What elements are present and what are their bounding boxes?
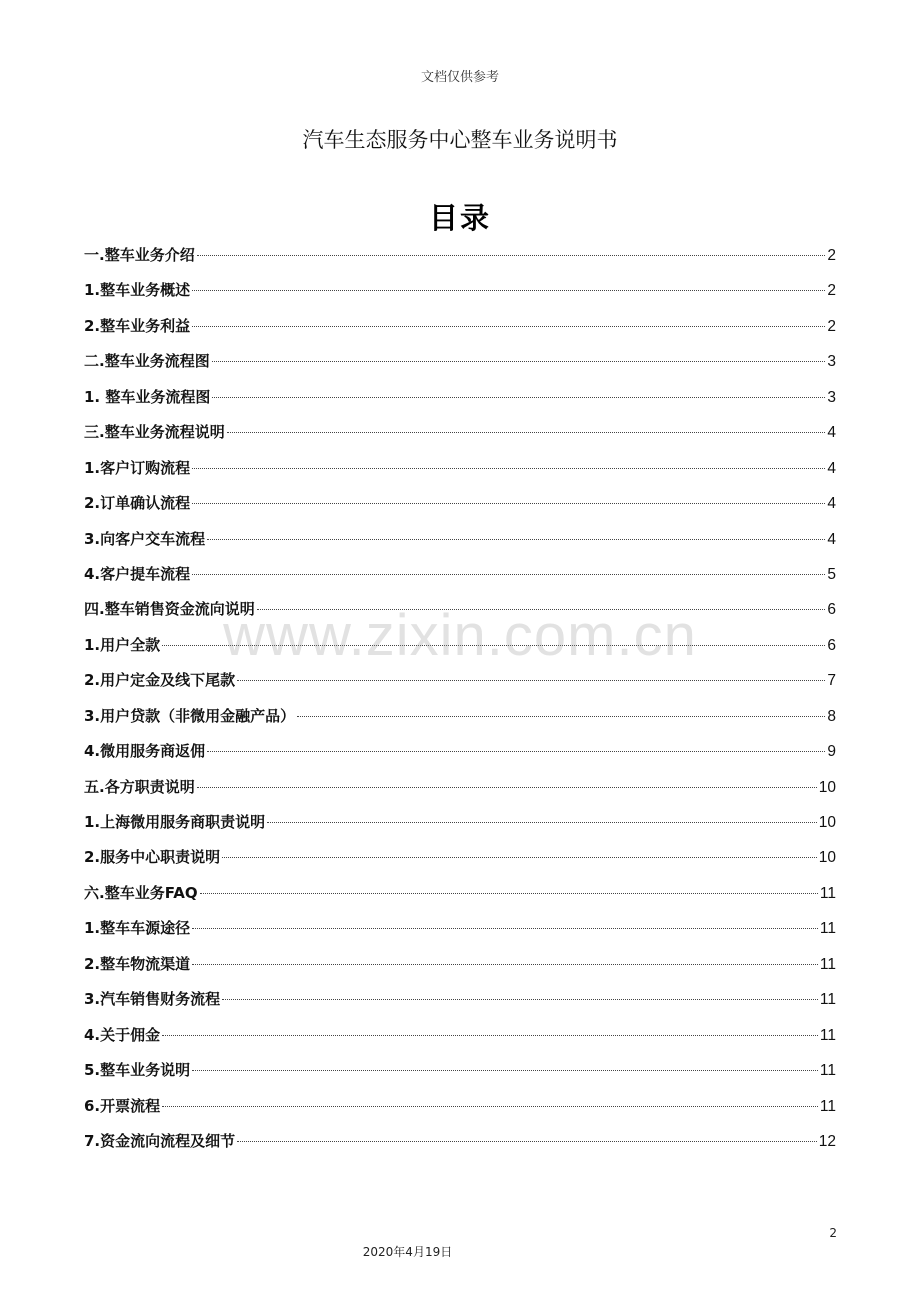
toc-entry-label: 2.服务中心职责说明: [84, 848, 221, 867]
toc-dot-leader: [192, 326, 825, 327]
table-of-contents: [84, 238, 836, 1159]
toc-entry[interactable]: [84, 805, 836, 840]
toc-entry-page: 5: [827, 565, 836, 583]
toc-entry[interactable]: [84, 1053, 836, 1088]
toc-entry-label: 3.汽车销售财务流程: [84, 990, 221, 1009]
toc-entry[interactable]: [84, 699, 836, 734]
toc-entry-page: 11: [819, 1062, 836, 1080]
toc-entry-page: 11: [819, 955, 836, 973]
toc-entry[interactable]: [84, 663, 836, 698]
toc-dot-leader: [297, 716, 825, 717]
toc-entry-page: 2: [827, 317, 836, 335]
toc-entry-page: 4: [827, 459, 836, 477]
toc-entry[interactable]: [84, 1089, 836, 1124]
toc-heading: 目录: [428, 201, 491, 235]
toc-entry-label: 五.各方职责说明: [84, 777, 195, 796]
toc-entry-label: 三.整车业务流程说明: [84, 423, 225, 442]
toc-entry-label: 2.整车物流渠道: [84, 954, 191, 973]
toc-dot-leader: [197, 787, 817, 788]
toc-dot-leader: [192, 964, 818, 965]
toc-entry[interactable]: [84, 380, 836, 415]
toc-entry[interactable]: [84, 486, 836, 521]
toc-entry-page: 8: [827, 707, 836, 725]
toc-entry-label: 4.关于佣金: [84, 1025, 161, 1044]
toc-entry-label: 1. 整车业务流程图: [84, 387, 211, 406]
toc-entry-label: 4.客户提车流程: [84, 564, 191, 583]
toc-entry[interactable]: [84, 238, 836, 273]
toc-dot-leader: [237, 1141, 817, 1142]
footer-date: 2020年4月19日: [362, 1245, 453, 1259]
toc-entry-page: 3: [827, 388, 836, 406]
toc-dot-leader: [162, 1035, 818, 1036]
toc-entry[interactable]: [84, 734, 836, 769]
toc-entry[interactable]: [84, 522, 836, 557]
toc-entry-page: 6: [827, 636, 836, 654]
toc-dot-leader: [237, 680, 825, 681]
toc-entry[interactable]: [84, 415, 836, 450]
toc-entry[interactable]: [84, 557, 836, 592]
toc-entry[interactable]: [84, 876, 836, 911]
toc-entry-label: 2.用户定金及线下尾款: [84, 671, 236, 690]
toc-entry-label: 2.订单确认流程: [84, 494, 191, 513]
toc-dot-leader: [192, 928, 818, 929]
toc-entry-page: 11: [819, 884, 836, 902]
toc-entry-page: 12: [818, 1132, 836, 1150]
toc-entry-label: 六.整车业务FAQ: [84, 883, 198, 902]
toc-entry-label: 二.整车业务流程图: [84, 352, 210, 371]
toc-entry-page: 2: [827, 282, 836, 300]
toc-entry[interactable]: [84, 1124, 836, 1159]
toc-entry-page: 7: [827, 672, 836, 690]
toc-entry[interactable]: [84, 1018, 836, 1053]
toc-dot-leader: [207, 539, 825, 540]
toc-entry-page: 10: [818, 849, 836, 867]
toc-entry[interactable]: [84, 982, 836, 1017]
toc-entry-label: 1.客户订购流程: [84, 458, 191, 477]
toc-entry[interactable]: [84, 628, 836, 663]
toc-entry[interactable]: [84, 273, 836, 308]
toc-entry-page: 4: [827, 495, 836, 513]
toc-entry[interactable]: [84, 344, 836, 379]
toc-entry-label: 7.资金流向流程及细节: [84, 1131, 236, 1150]
toc-dot-leader: [207, 751, 825, 752]
toc-entry-label: 1.整车车源途径: [84, 919, 191, 938]
toc-entry-label: 5.整车业务说明: [84, 1061, 191, 1080]
toc-entry[interactable]: [84, 309, 836, 344]
toc-entry-label: 一.整车业务介绍: [84, 246, 195, 264]
toc-entry[interactable]: [84, 947, 836, 982]
toc-dot-leader: [212, 397, 825, 398]
toc-entry-page: 10: [818, 814, 836, 831]
toc-entry-page: 11: [819, 1026, 836, 1044]
toc-dot-leader: [192, 1070, 818, 1071]
toc-dot-leader: [222, 999, 818, 1000]
toc-entry-label: 3.向客户交车流程: [84, 529, 206, 548]
toc-entry-label: 4.微用服务商返佣: [84, 742, 206, 761]
toc-entry-page: 11: [819, 1097, 836, 1115]
toc-entry-label: 3.用户贷款（非微用金融产品）: [84, 706, 296, 725]
document-title: 汽车生态服务中心整车业务说明书: [302, 128, 618, 152]
toc-entry-page: 11: [819, 920, 836, 938]
toc-entry-page: 9: [827, 743, 836, 761]
toc-entry-label: 6.开票流程: [84, 1096, 161, 1115]
toc-entry-page: 11: [819, 991, 836, 1009]
toc-entry[interactable]: [84, 911, 836, 946]
toc-dot-leader: [227, 432, 826, 433]
toc-dot-leader: [212, 361, 826, 362]
toc-dot-leader: [192, 574, 825, 575]
toc-entry-page: 4: [827, 530, 836, 548]
toc-entry-label: 1.整车业务概述: [84, 281, 191, 300]
toc-entry-label: 1.上海微用服务商职责说明: [84, 813, 266, 831]
toc-entry[interactable]: [84, 451, 836, 486]
toc-dot-leader: [257, 609, 826, 610]
toc-dot-leader: [192, 503, 825, 504]
watermark: www.zixin.com.cn: [223, 603, 697, 668]
header-note: 文档仅供参考: [420, 70, 499, 85]
toc-entry[interactable]: [84, 840, 836, 875]
toc-entry-label: 2.整车业务利益: [84, 316, 191, 335]
toc-entry-page: 3: [827, 353, 836, 371]
page-number: 2: [829, 1226, 837, 1240]
toc-dot-leader: [197, 255, 826, 256]
toc-dot-leader: [200, 893, 818, 894]
toc-dot-leader: [222, 857, 817, 858]
toc-entry-label: 四.整车销售资金流向说明: [84, 600, 255, 619]
toc-dot-leader: [267, 822, 817, 823]
toc-entry[interactable]: [84, 770, 836, 805]
toc-dot-leader: [162, 1106, 818, 1107]
toc-entry-page: 10: [818, 778, 836, 796]
toc-entry[interactable]: [84, 592, 836, 627]
toc-entry-page: 4: [827, 424, 836, 442]
toc-dot-leader: [192, 468, 825, 469]
toc-entry-label: 1.用户全款: [84, 635, 161, 654]
toc-dot-leader: [162, 645, 825, 646]
toc-entry-page: 2: [827, 247, 836, 264]
toc-dot-leader: [192, 290, 825, 291]
toc-entry-page: 6: [827, 601, 836, 619]
